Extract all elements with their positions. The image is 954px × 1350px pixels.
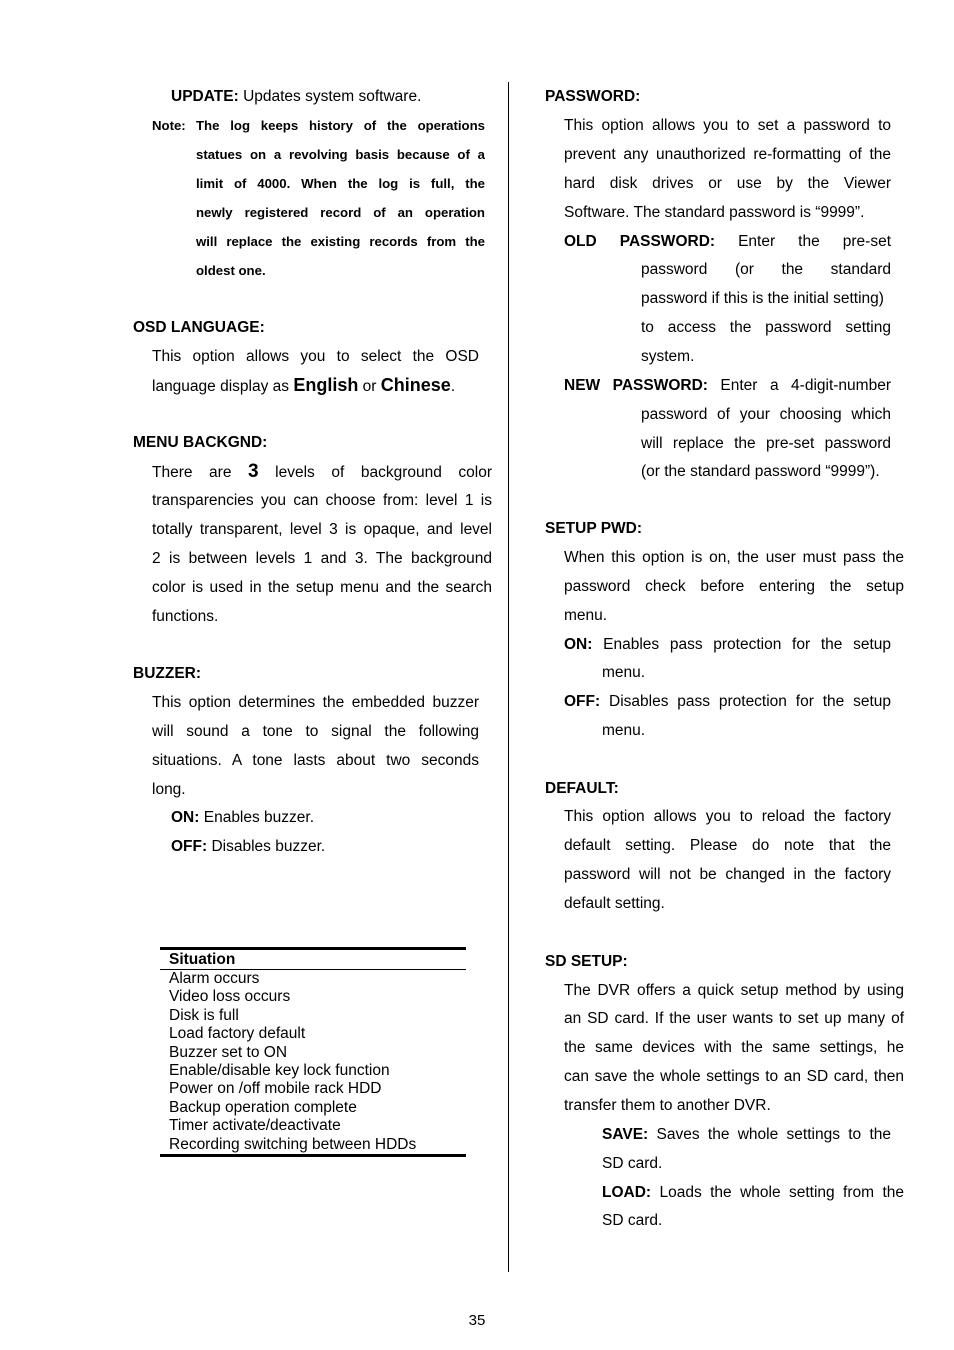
default-line: default setting. Please do note that the bbox=[564, 837, 891, 854]
menu-line1-post: levels of background color bbox=[275, 464, 492, 481]
menu-line: transparencies you can choose from: level 1 is bbox=[152, 492, 492, 509]
buzzer-line: situations. A tone lasts about two seconds bbox=[152, 752, 479, 769]
sd-save-entry bbox=[602, 1120, 891, 1149]
column-divider bbox=[508, 82, 509, 1272]
note-line: statues on a revolving basis because of a bbox=[196, 147, 485, 162]
password-heading: PASSWORD: bbox=[545, 88, 641, 105]
setup-pwd-off-entry bbox=[564, 687, 891, 716]
old-password-first: Enter the pre-set bbox=[738, 233, 891, 250]
old-password-label: OLD PASSWORD: bbox=[564, 233, 716, 250]
table-header: Situation bbox=[169, 951, 236, 968]
sd-save-text: Saves the whole settings to the bbox=[656, 1126, 891, 1143]
table-bottom-rule bbox=[160, 1154, 466, 1157]
sd-line: the same devices with the same settings, he bbox=[564, 1039, 904, 1056]
setup-pwd-line: password check before entering the setup bbox=[564, 578, 904, 595]
update-text: Updates system software. bbox=[243, 88, 422, 105]
new-password-entry bbox=[564, 371, 891, 400]
update-label: UPDATE: bbox=[171, 88, 239, 105]
password-line: This option allows you to set a password to bbox=[564, 117, 891, 134]
password-line: Software. The standard password is “9999”. bbox=[564, 204, 865, 221]
old-password-line: to access the password setting bbox=[641, 319, 891, 336]
buzzer-on-label: ON: bbox=[171, 809, 200, 826]
menu-line: 2 is between levels 1 and 3. The background bbox=[152, 550, 492, 567]
note-line: will replace the existing records from the bbox=[196, 234, 485, 249]
note-line: limit of 4000. When the log is full, the bbox=[196, 176, 485, 191]
new-password-label: NEW PASSWORD: bbox=[564, 377, 708, 394]
setup-pwd-line: menu. bbox=[564, 607, 608, 624]
buzzer-off-entry bbox=[171, 832, 325, 861]
new-password-first: Enter a 4-digit-number bbox=[720, 377, 891, 394]
setup-pwd-on-text: Enables pass protection for the setup bbox=[603, 636, 891, 653]
old-password-line: password if this is the initial setting) bbox=[641, 290, 884, 307]
table-row: Recording switching between HDDs bbox=[169, 1135, 417, 1153]
menu-line bbox=[152, 457, 492, 486]
sd-save-label: SAVE: bbox=[602, 1126, 649, 1143]
sd-line: can save the whole settings to an SD card, then bbox=[564, 1068, 904, 1085]
osd-period: . bbox=[450, 378, 456, 395]
new-password-line: will replace the pre-set password bbox=[641, 435, 891, 452]
buzzer-off-text: Disables buzzer. bbox=[211, 838, 326, 855]
note-line: newly registered record of an operation bbox=[196, 205, 485, 220]
osd-line: This option allows you to select the OSD bbox=[152, 348, 479, 365]
osd-heading: OSD LANGUAGE: bbox=[133, 319, 265, 336]
menu-line: totally transparent, level 3 is opaque, and level bbox=[152, 521, 492, 538]
osd-line bbox=[152, 371, 455, 400]
table-row: Power on /off mobile rack HDD bbox=[169, 1080, 382, 1098]
setup-pwd-off-text: Disables pass protection for the setup bbox=[609, 693, 891, 710]
default-line: password will not be changed in the factory bbox=[564, 866, 891, 883]
osd-line2-pre: language display as bbox=[152, 378, 290, 395]
table-row: Timer activate/deactivate bbox=[169, 1117, 341, 1135]
buzzer-on-entry bbox=[171, 803, 314, 832]
buzzer-off-label: OFF: bbox=[171, 838, 208, 855]
sd-load-text: Loads the whole setting from the bbox=[659, 1184, 904, 1201]
buzzer-line: This option determines the embedded buzzer bbox=[152, 694, 479, 711]
levels-count: 3 bbox=[248, 461, 259, 482]
sd-save-cont: SD card. bbox=[602, 1155, 663, 1172]
buzzer-line: will sound a tone to signal the following bbox=[152, 723, 479, 740]
menu-line: functions. bbox=[152, 608, 219, 625]
password-line: hard disk drives or use by the Viewer bbox=[564, 175, 891, 192]
default-heading: DEFAULT: bbox=[545, 780, 619, 797]
setup-pwd-on-cont: menu. bbox=[602, 664, 646, 681]
sd-setup-heading: SD SETUP: bbox=[545, 953, 628, 970]
table-row: Video loss occurs bbox=[169, 988, 291, 1006]
old-password-line: password (or the standard bbox=[641, 261, 891, 278]
old-password-line: system. bbox=[641, 348, 695, 365]
update-entry bbox=[171, 82, 421, 111]
sd-line: an SD card. If the user wants to set up many of bbox=[564, 1010, 904, 1027]
sd-line: transfer them to another DVR. bbox=[564, 1097, 771, 1114]
table-row: Buzzer set to ON bbox=[169, 1043, 288, 1061]
buzzer-line: long. bbox=[152, 781, 186, 798]
sd-load-label: LOAD: bbox=[602, 1184, 652, 1201]
setup-pwd-off-label: OFF: bbox=[564, 693, 601, 710]
menu-backgnd-heading: MENU BACKGND: bbox=[133, 434, 268, 451]
default-line: default setting. bbox=[564, 895, 665, 912]
osd-or: or bbox=[362, 378, 377, 395]
english-option: English bbox=[293, 375, 359, 395]
buzzer-heading: BUZZER: bbox=[133, 665, 202, 682]
old-password-entry bbox=[564, 227, 891, 256]
note-line: The log keeps history of the operations bbox=[196, 118, 485, 133]
buzzer-on-text: Enables buzzer. bbox=[203, 809, 315, 826]
password-line: prevent any unauthorized re-formatting of the bbox=[564, 146, 891, 163]
page-number: 35 bbox=[468, 1312, 486, 1329]
default-line: This option allows you to reload the factory bbox=[564, 808, 891, 825]
table-row: Alarm occurs bbox=[169, 970, 260, 987]
new-password-line: password of your choosing which bbox=[641, 406, 891, 423]
table-row: Enable/disable key lock function bbox=[169, 1062, 390, 1080]
table-row: Load factory default bbox=[169, 1025, 306, 1043]
sd-load-entry bbox=[602, 1178, 904, 1207]
new-password-line: (or the standard password “9999”). bbox=[641, 463, 880, 480]
setup-pwd-line: When this option is on, the user must pass the bbox=[564, 549, 904, 566]
setup-pwd-off-cont: menu. bbox=[602, 722, 646, 739]
chinese-option: Chinese bbox=[380, 375, 451, 395]
note-line: oldest one. bbox=[196, 263, 266, 278]
setup-pwd-heading: SETUP PWD: bbox=[545, 520, 643, 537]
note-label: Note: bbox=[152, 118, 186, 133]
menu-line1-pre: There are bbox=[152, 464, 232, 481]
sd-line: The DVR offers a quick setup method by using bbox=[564, 982, 904, 999]
situation-table bbox=[160, 947, 466, 1157]
setup-pwd-on-entry bbox=[564, 630, 891, 659]
menu-line: color is used in the setup menu and the search bbox=[152, 579, 492, 596]
table-row: Backup operation complete bbox=[169, 1098, 357, 1116]
table-row: Disk is full bbox=[169, 1006, 239, 1024]
sd-load-cont: SD card. bbox=[602, 1212, 663, 1229]
setup-pwd-on-label: ON: bbox=[564, 636, 593, 653]
